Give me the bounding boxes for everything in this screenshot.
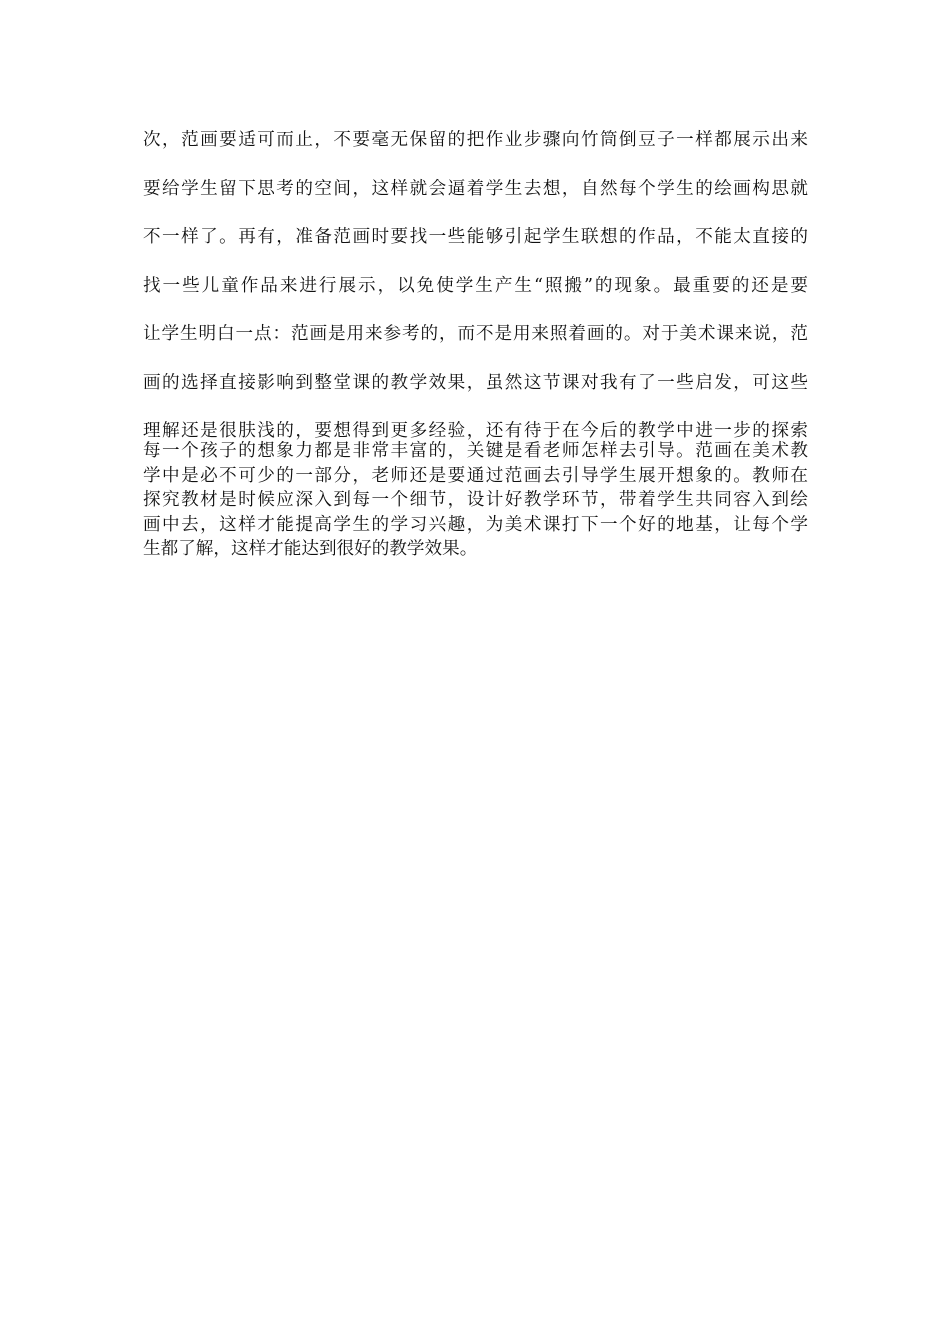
text-line: 理解还是很肤浅的，要想得到更多经验，还有待于在今后的教学中进一步的探索 <box>143 421 808 441</box>
text-line: 生都了解，这样才能达到很好的教学效果。 <box>143 539 478 559</box>
text-line: 让学生明白一点：范画是用来参考的，而不是用来照着画的。对于美术课来说，范 <box>143 324 808 344</box>
text-line: 画中去，这样才能提高学生的学习兴趣，为美术课打下一个好的地基，让每个学 <box>143 514 808 535</box>
paragraph-wide-spaced <box>143 122 808 462</box>
text-line: 每一个孩子的想象力都是非常丰富的，关键是看老师怎样去引导。范画在美术教 <box>143 441 808 461</box>
text-line: 不一样了。再有，准备范画时要找一些能够引起学生联想的作品，不能太直接的 <box>143 227 808 247</box>
text-line: 学中是必不可少的一部分，老师还是要通过范画去引导学生展开想象的。教师在 <box>143 465 808 486</box>
text-line: 次，范画要适可而止，不要毫无保留的把作业步骤向竹筒倒豆子一样都展示出来 <box>143 130 808 150</box>
text-line: 要给学生留下思考的空间，这样就会逼着学生去想，自然每个学生的绘画构思就 <box>143 178 808 199</box>
text-line: 探究教材是时候应深入到每一个细节，设计好教学环节，带着学生共同容入到绘 <box>143 490 808 510</box>
text-line: 画的选择直接影响到整堂课的教学效果，虽然这节课对我有了一些启发，可这些 <box>143 372 808 393</box>
text-line: 找一些儿童作品来进行展示，以免使学生产生“照搬”的现象。最重要的还是要 <box>143 275 808 296</box>
paragraph-tight-spaced <box>143 439 808 562</box>
